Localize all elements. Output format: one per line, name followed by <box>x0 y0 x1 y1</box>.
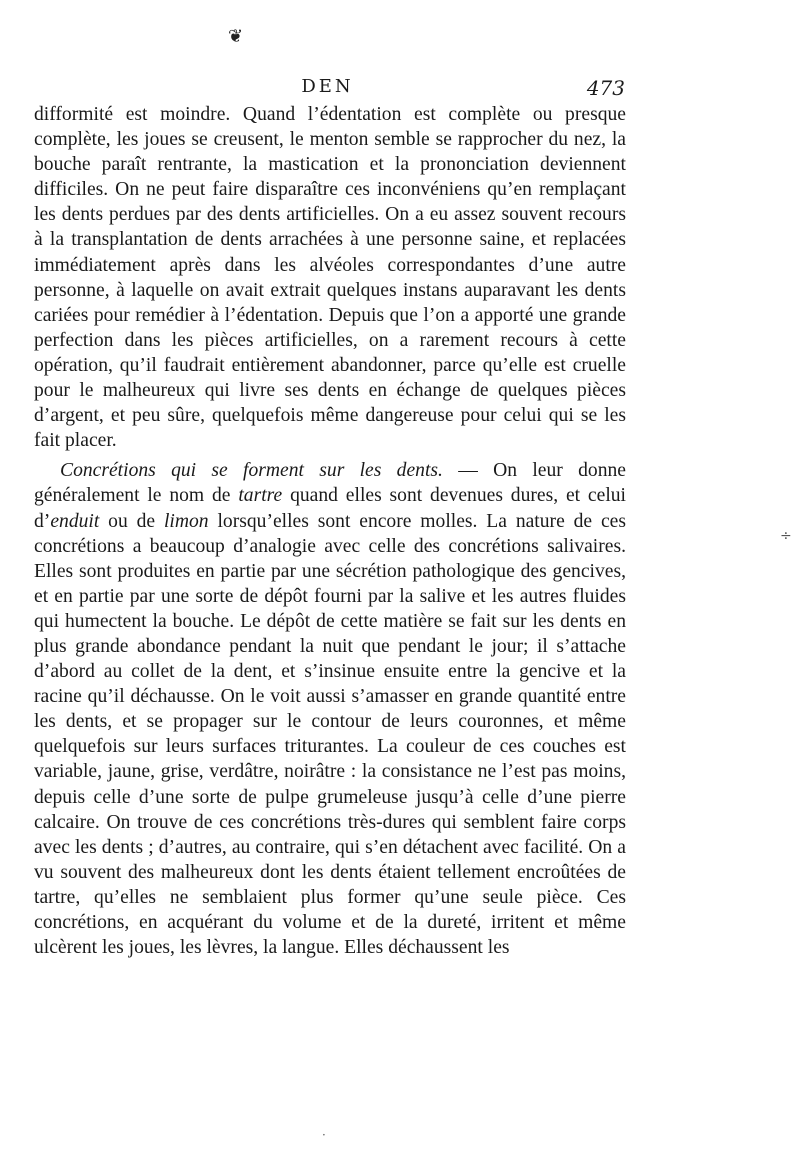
text-run: quand elles sont devenues dures, et celui d’ <box>34 485 627 532</box>
page-header <box>30 76 625 102</box>
section-heading: Concrétions qui se forment sur les dents. <box>60 460 443 482</box>
paragraph-concretions <box>34 458 626 960</box>
ink-mark-icon: ❦ <box>228 26 244 47</box>
margin-dot-icon: ÷ <box>780 528 792 544</box>
paragraph-edentation: difformité est moindre. Quand l’édentation est complète ou presque complète, les joues se creusent, le menton semble se rapprocher du nez, la bouche paraît rentrante, la mastication et la prononciation deviennent difficiles. On ne peut faire disparaître ces inconvéniens qu’en remplaçant les dents perdues par des dents artificielles. On a eu assez souvent recours à la transplantation de dents arrachées à une personne saine, et replacées immédiatement après dans les alvéoles correspondantes d’une autre personne, à laquelle on avait extrait quelques instans auparavant les dents cariées pour remédier à l’édentation. Depuis que l’on a apporté une grande perfection dans les pièces artificielles, on a rarement recours à cette opération, qu’il faudrait entièrement abandonner, parce qu’elle est cruelle pour le malheureux qui livre ses dents en échange de quelques pièces d’argent, et peu sûre, quelquefois même dangereuse pour celui qui se les fait placer. <box>34 104 626 452</box>
term-enduit: enduit <box>50 510 100 532</box>
page-number: 473 <box>586 76 625 100</box>
term-tartre: tartre <box>238 485 283 507</box>
foot-dot-icon: · <box>322 1128 326 1142</box>
em-dash: — <box>442 460 494 482</box>
text-run: ou de <box>99 510 164 532</box>
text-run: lorsqu’elles sont encore molles. La nature de ces concrétions a beaucoup d’analogie avec celle des concrétions salivaires. Elles sont produites en partie par une sécrétion pathologique des gencives, et en partie par une sorte de dépôt fourni par la salive et les autres fluides qui humectent la bouche. Le dépôt de cette matière se fait sur les dents en plus grande abondance pendant la nuit que pendant le jour; il s’attache d’abord au collet de la dent, et s’insinue ensuite entre la gencive et la racine qu’il déchausse. On le voit aussi s’amasser en grande quantité entre les dents, et se propager sur le contour de leurs couronnes, et même quelquefois sur leurs surfaces triturantes. La couleur de ces couches est variable, jaune, grise, verdâtre, noirâtre : la consistance ne l’est pas moins, depuis celle d’une sorte de pulpe grumeleuse jusqu’à celle d’une pierre calcaire. On trouve de ces concrétions très-dures qui semblent faire corps avec les dents ; d’autres, au contraire, qui s’en détachent avec facilité. On a vu souvent des malheureux dont les dents étaient tellement encroûtées de tartre, qu’elles ne semblaient plus former qu’une seule pièce. Ces concrétions, en acquérant du volume et de la dureté, irritent et même ulcèrent les joues, les lèvres, la langue. Elles déchaussent les <box>34 510 626 959</box>
running-head: DEN <box>301 76 354 97</box>
text-run: On leur donne généralement le nom de <box>34 460 627 507</box>
body-text <box>34 102 626 960</box>
term-limon: limon <box>163 510 209 532</box>
